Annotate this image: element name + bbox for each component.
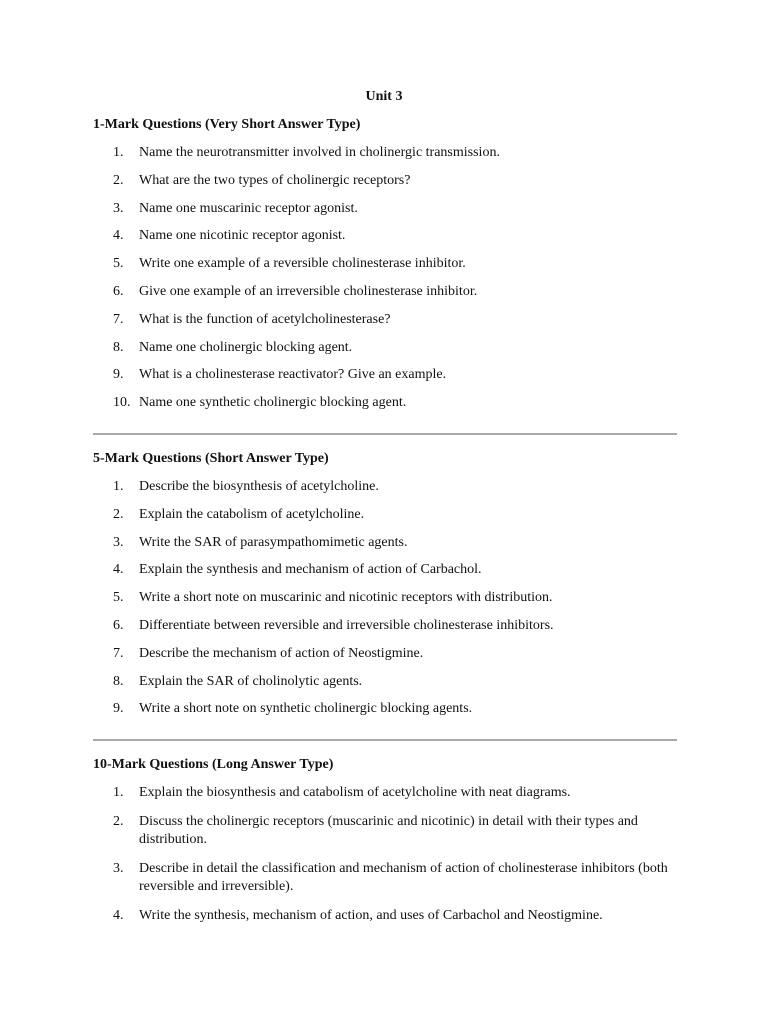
question-number: 2. — [113, 172, 124, 188]
question-text: Name one nicotinic receptor agonist. — [139, 228, 346, 244]
question-text: What are the two types of cholinergic receptors? — [139, 172, 411, 188]
question-item — [93, 700, 677, 718]
section-heading: 10-Mark Questions (Long Answer Type) — [93, 757, 334, 772]
question-text: Name one synthetic cholinergic blocking agent. — [139, 395, 407, 411]
question-number: 3. — [113, 534, 124, 550]
question-list — [93, 144, 677, 412]
question-item — [93, 506, 677, 524]
question-item — [93, 283, 677, 301]
question-text: Explain the catabolism of acetylcholine. — [139, 506, 365, 522]
question-number: 9. — [113, 367, 124, 383]
question-number: 6. — [113, 617, 124, 633]
question-text: Explain the synthesis and mechanism of action of Carbachol. — [139, 562, 482, 578]
question-item — [93, 172, 677, 190]
question-text: Write a short note on muscarinic and nicotinic receptors with distribution. — [139, 590, 553, 606]
question-item — [93, 255, 677, 273]
question-text: Name one muscarinic receptor agonist. — [139, 200, 358, 216]
question-item — [93, 589, 677, 607]
question-item — [93, 227, 677, 245]
question-number: 3. — [113, 861, 124, 876]
question-text: Differentiate between reversible and irreversible cholinesterase inhibitors. — [139, 617, 554, 633]
question-text: Describe in detail the classification and mechanism of action of cholinesterase inhibitors (both reversible and irreversible). — [139, 861, 668, 894]
question-text: Discuss the cholinergic receptors (muscarinic and nicotinic) in detail with their types and distribution. — [139, 814, 638, 847]
question-number: 6. — [113, 283, 124, 299]
unit-title: Unit 3 — [365, 89, 403, 104]
question-text: Write the synthesis, mechanism of action, and uses of Carbachol and Neostigmine. — [139, 908, 603, 923]
question-text: Name the neurotransmitter involved in cholinergic transmission. — [139, 145, 500, 160]
question-number: 2. — [113, 506, 124, 522]
question-item — [93, 784, 677, 802]
question-number: 5. — [113, 590, 124, 606]
question-item — [93, 366, 677, 384]
question-item — [93, 478, 677, 496]
question-item — [93, 200, 677, 218]
question-text: Write a short note on synthetic cholinergic blocking agents. — [139, 701, 473, 717]
question-list — [93, 784, 677, 925]
section-10-mark — [93, 756, 677, 936]
section-divider — [93, 433, 677, 435]
question-number: 5. — [113, 256, 124, 272]
question-number: 10. — [113, 395, 131, 411]
question-number: 4. — [113, 562, 124, 578]
question-number: 7. — [113, 645, 124, 661]
question-number: 9. — [113, 701, 124, 717]
question-number: 4. — [113, 908, 124, 923]
section-5-mark — [93, 450, 677, 728]
question-text: Explain the SAR of cholinolytic agents. — [139, 673, 363, 689]
section-1-mark — [93, 116, 677, 422]
question-list — [93, 478, 677, 718]
section-heading: 5-Mark Questions (Short Answer Type) — [93, 451, 329, 466]
question-number: 2. — [113, 814, 124, 829]
question-item — [93, 144, 677, 162]
question-text: Write one example of a reversible cholinesterase inhibitor. — [139, 256, 466, 272]
question-item — [93, 561, 677, 579]
question-number: 4. — [113, 228, 124, 244]
question-number: 7. — [113, 311, 124, 327]
question-item — [93, 311, 677, 329]
question-number: 3. — [113, 200, 124, 216]
question-item — [93, 617, 677, 635]
question-text: Describe the mechanism of action of Neostigmine. — [139, 645, 424, 661]
question-item — [93, 534, 677, 552]
question-item — [93, 907, 677, 925]
question-text: What is a cholinesterase reactivator? Give an example. — [139, 367, 447, 383]
section-heading: 1-Mark Questions (Very Short Answer Type) — [93, 117, 361, 132]
question-item — [93, 645, 677, 663]
question-item — [93, 813, 677, 849]
question-text: What is the function of acetylcholinesterase? — [139, 311, 391, 327]
question-text: Explain the biosynthesis and catabolism of acetylcholine with neat diagrams. — [139, 785, 571, 800]
section-divider — [93, 739, 677, 741]
question-number: 1. — [113, 479, 124, 494]
question-item — [93, 394, 677, 412]
question-item — [93, 860, 677, 896]
question-text: Name one cholinergic blocking agent. — [139, 339, 353, 355]
question-number: 8. — [113, 673, 124, 689]
question-number: 1. — [113, 145, 124, 160]
question-text: Describe the biosynthesis of acetylcholine. — [139, 479, 379, 494]
question-text: Write the SAR of parasympathomimetic agents. — [139, 534, 408, 550]
question-number: 1. — [113, 785, 124, 800]
question-item — [93, 673, 677, 691]
question-number: 8. — [113, 339, 124, 355]
question-text: Give one example of an irreversible cholinesterase inhibitor. — [139, 283, 478, 299]
question-item — [93, 339, 677, 357]
